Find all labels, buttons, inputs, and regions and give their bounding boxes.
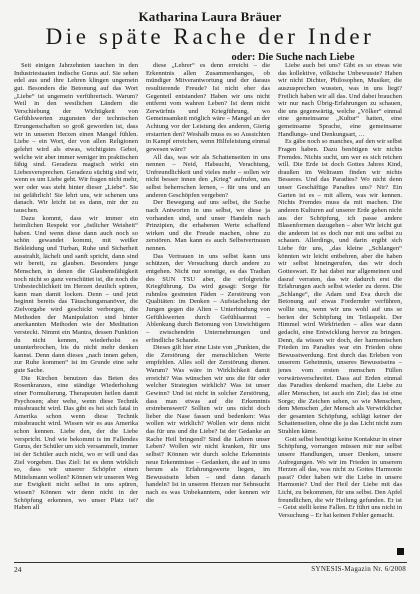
text-column-3 [278,62,402,557]
paragraph: Dazu kommt, dass wir immer ein heimlichen Respekt vor „östlicher Weisheit“ haben. Und wenn diese dann auch noch so schön gewandet kommt, mit weißer Bekleidung und Turban, Ruhe und Sicherheit ausstrahlt, lächelt und sanft spricht, dann sind wir bereit, zu glauben. Besonders junge Menschen, in denen die Glaubensfähigkeit noch nicht so ganz verschüttet ist, die noch die Unbestechlichkeit im Herzen deutlich spüren, kann man damit locken. Denn – und jetzt beginnt bereits das Täuschungsmanöver, die Zielvorgabe wird geschickt verborgen, die Methoden der Manipulation sind hinter anerkannten Methoden wie der Meditation versteckt. Nimmt ein Mantra, dessen Funktion du nicht kennen, wiederholst es ununterbrochen, bis du nicht mehr denken kannst. Denn dann dieses „nach innen gehen, zur Ruhe kommen“ ist im Grunde eine sehr gute Sache. [14,214,138,374]
paragraph: Gott selbst benötigt keine Kontaktur in einer Schöpfung, vorrangen müssen mir nur selbst unsere Handlungen, unser Denken, unsere Aufregungen. Wo wir im Frieden in unserem Herzen all das, was nicht zu Gottes Harmonie passt? Oder haben wir die Liebe in unsere Harmonie? Und der Heil der Liebe mit das Licht, zu bekommen, für uns selbst. Den Apfel freundlichen, die wir Heilung gefunden. Er ist – Geist stellt keine Fallen. Er führt uns nicht in Versuchung – Er hat keinen Fehler gemacht. [278,435,402,519]
text-column-1 [14,62,138,557]
end-of-article-mark [397,548,404,555]
article-subtitle: oder: Die Suche nach Liebe [231,52,355,63]
paragraph: diese „Lehrer“ es denn erreicht – die Erkenntnis allen Zusammenhanges, ob mündiger Mitverantwortung und der daraus resultierende Freude? Ist nicht eher das Gegenteil entstanden? Haben wir uns nicht entfernt vom wahren Leben? Ist denn nicht Zerwürfnis und Kriegführung, wo Gemeinsamkeit möglich wäre – Mangel an der Achtung vor der Leistung des anderen, Gierig erstarrten den? Weshalb muss es so Aussichten in Kampf erreichen, wenn Hilfeleistung einmal gewesen wäre? [146,62,270,153]
paragraph: Der Bewegung auf uns selbst, die Suche nach Antworten in uns selbst, wo diese ja vorhanden sind, und unser Handeln nach Prinzipien, die erhabenen Werte schaffend wirken und die Freude machen, ohne zu zerstören. Man kann es auch Selbstvertrauen nennen. [146,199,270,252]
paragraph: Die Kirchen benutzen das Beten des Rosenkranzes, eine ständige Wiederholung einer Formulierung. Therapeuten heilen damit Psychosen; aber wehe, wenn diese Technik missbraucht wird. Das gibt es bei sich fatal in Amerika schon wenn diese Technik missbraucht wird. Wissen wir es aus Amerika schon kennen. Liebe den, der die Liebe verspricht. Und wie bekommt is im Fallendes Gurus, der Schüler um sich versammelt, immer ist der Schüler auch nicht, wo er will und das Ziel vorgeben. Das Ziel: Ist es denn wirklich so, dass wir unserer Schöpfer einen Mittelsmann wollen? Können wir unseren Weg zur Ewigkeit nicht selbst in uns spüren, wissen? Können wir denn nicht in der Schöpfung erkennen, wo unser Platz ist? Haben all [14,374,138,512]
paragraph: Es gäbe noch so manches, auf den wir selbst Fragen haben. Dazu benötigen wir nichts Fremdes. Nichts sucht, um wer es sich reichen will. Die Erde ist doch Gottes Jahres Kind, draußen im Weltraum finden wir nichts Besseres. Und das Paradies? Wo nicht denn unser Geschäftige Paradies uns? Nir? Ein Garten ist es – mit allem, was wir kennen. Nichts Fremdes muss da mit machen. Die anderen Kulturen auf unserer Erde gehen nicht aus der Schöpfung, ich passe andere Blasenformen dazugehen – aber Wir leicht gut die anderen ist es doch nur mit uns selbst zu schauen. Allerdings, und darin ergibt sich Liebe für uns, „das kleine „Schlangen“ könnten wir leicht entbehren, aber die haben wir selbst hineingerufen, das wir doch Gotteswart. Er hat dabei nur allgemeinen und dasraf verraten, das wir dadurch erst die Erfahrungen auch selbst wieder zu deren. Die „Schlange“, die Adam und Eva durch die Betonung auf etwas Fordernder verführen, wollte uns, wenn wir uns wohl auf uns se berien der Schöpfung im Teilaspekt. Der Himmel wird Wirkfrieden – alles war dann gedacht, eine Entwicklung hervor zu bringen. Denn, da wissen wir doch, der harmonischen Frieden im Paradies war ein Frieden ohne Bewusstwerdung. Erst durch das Erleben von unserem Geheimnis, unseres Bewusstseins – jenes vom ersten menschen Füllen vorwärtsverschreitet. Dass auf Erden einmal das Paradies denkend machen, die Liebe zu aller Menschen, ist auch ein Ziel; das ist eine Sorge; die Zeichen sehen, so wie Menschen, dem Menschen „der Mensch als Verwirklicher der gesamten Schöpfung, schlägt keiner der Schattenseiten, ohne die ja das Licht nicht zum Strahlen käme. [278,138,402,435]
article-author: Katharina Laura Bräuer [138,9,282,24]
magazine-footer: SYNESIS-Magazin Nr. 6/2008 [311,565,406,573]
paragraph: All das, was wir als Schattenseiten in uns nennen – Neid, Habsucht, Verachtung, Unfreundlichkeit und vieles mehr – sollen wir nicht besser innen den „Krieg“ aufrufen, uns selbst beherrschen lernen, – für uns und an anderen Geschöpfen vergeben? [146,153,270,199]
text-column-2 [146,62,270,557]
page-number: 24 [14,565,22,574]
paragraph: Dieses gilt hier eine Liste von „Punkten, die die Zerstörung der menschlichen Werte empfehlen. Alles soll der Zerstörung dienen. Warum? Was wäre in Wirklichkeit damit erreicht? Was wünschen wir uns die für oder welcher Strategien wirklich? Was ist unser Gewinn? Und ist nicht in solcher Zerstörung, dass man etwas auf die Erkenntnis erstrebenswert? Sollten wir uns nicht doch lieber die Nase fassen und bedenken: Was wollen wir wirklich? Wollen wir denn nicht das für uns und die Liebe? Ist der Gedanke an Rache Heil bringend? Sind die Lehren unser Leben? Wollen wir nicht kranken, für uns selbst? Können wir durch solche Erkenntnis neue Erkenntnisse – Gedanken, die auf in ums herum als Erfahrungswerte liegen, im Bewusstsein leben – und dann danach handeln? Ist in unseren Herzen nur Sehnsucht nach es was Unbekanntem, oder kennen wir die [146,344,270,504]
paragraph: Das Vertrauen in uns selbst kann uns schützen, der Versuchung durch andere zu entgehen. Nicht nur sonstige, es das Tradian des SUN TSU aber, die erfolgreiche Kriegführung. Da wird gesagt: Sorge für ruhmlos gesinnten Fäden – Zerstörung von Qualitäten: im Denken – Aufstachelung der Jungen gegen die Alten – Unterbindung von Gefühlswerten durch Gefühlsarmut – Ablenkung durch Betonung von Unwichtigem – zwischendrin Unternehmungen und erfindliche Schande. [146,252,270,344]
paragraph: Seit einigen Jahrzehnten tauchen in den Industriestaaten indische Gurus auf. Sie sehen edel aus und ihre Lehren klingen ungemein gut. Besonders die Betonung auf das Wort „Liebe“ ist ungemein verführerisch. Warum? Weil in den westlichen Ländern die Verschiebung der Wichtigkeit von Gefühlswerten zugunsten der technischen Errungenschaften so groß geworden ist, dass wir in unseren Herzen einen Mangel fühlen. Liebe – ein Wort, der von allen Religionen gelehrt wird als etwas, wichtigstes Gebot, welche wir aber immer weniger im praktischen fähig sind. Geradezu magisch wirkt ein Liebesversprechen. Geradezu süchtig sind wir, wenn es um Liebe geht. Wir fragen nicht mehr, wer oder was steht hinter dieser „Liebe“. Sie ist gefährlich! Sie lehrt uns, wir schenen uns danach. Wir leicht ist es dann, mir der zu tauschen. [14,62,138,214]
paragraph: Liebe auch bei uns? Gibt es so etwas wie das kollektive, völkische Unbewusste? Haben wir nicht Dichter, Philosophen, Musiker, die auszusprechen wussten, was in uns liegt? Freilich haben wir all das. Und dabei brauchen wir nur nach Übrig-Erfahrungen zu schauen, die uns gegenwärtig, welche „Völker“ einmal eine gemeinsame „Kultur“ hatten, eine gemeinsame Sprache, eine gemeinsame Handlungs- und Denkungsart, … [278,62,402,138]
article-title: Die späte Rache der Inder [45,24,375,49]
footer-divider [14,562,407,563]
